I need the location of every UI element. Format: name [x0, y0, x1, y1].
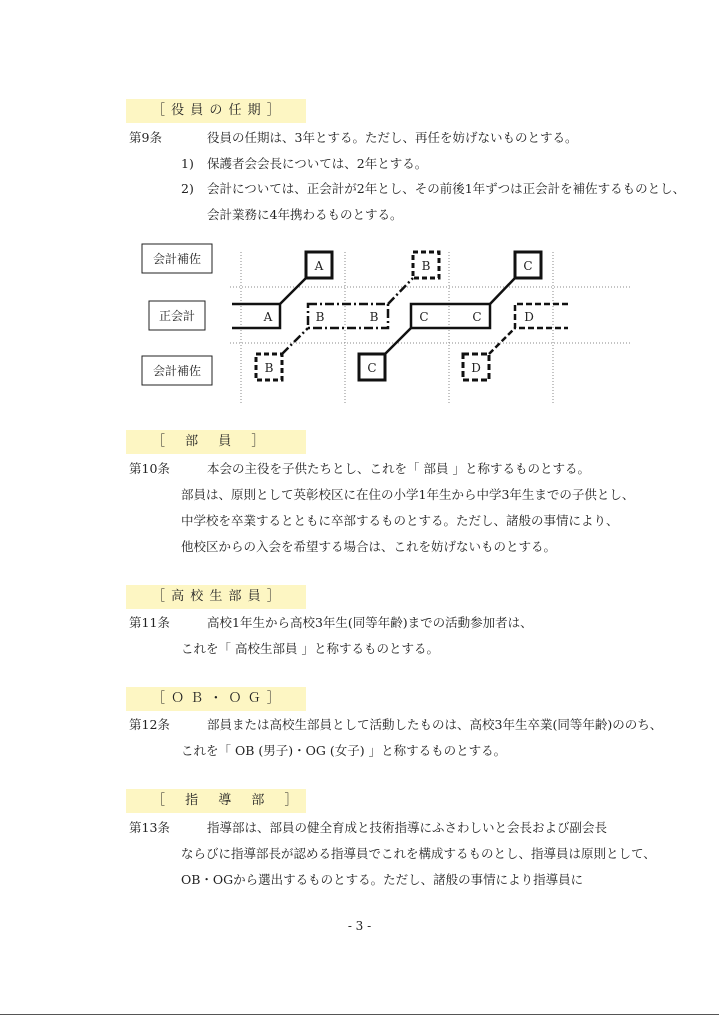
- accounting-rotation-diagram: [0, 238, 719, 410]
- role-box-middle: [149, 301, 205, 330]
- section-heading-term: ［ 役 員 の 任 期 ］: [126, 99, 306, 123]
- box-label-b: B: [264, 361, 274, 375]
- page-number: - 3 -: [347, 919, 372, 933]
- article-text: これを「 高校生部員 」と称するものとする。: [181, 641, 439, 656]
- item-number: 1): [181, 156, 194, 171]
- box-label-c: C: [367, 361, 377, 375]
- section-heading-obog: ［ Ｏ Ｂ ・ Ｏ Ｇ ］: [126, 687, 306, 711]
- role-box-top: [142, 244, 212, 273]
- section-heading-members: ［ 部 員 ］: [126, 430, 306, 454]
- item-number: 2): [181, 181, 194, 196]
- article-number: 第12条: [129, 717, 170, 732]
- article-number: 第13条: [129, 820, 170, 835]
- article-number: 第10条: [129, 461, 170, 476]
- article-text: OB・OGから選出するものとする。ただし、諸般の事情により指導員に: [181, 872, 584, 887]
- role-box-bottom: [142, 356, 212, 385]
- box-label-b: B: [369, 310, 379, 324]
- box-label-c: C: [419, 310, 429, 324]
- role-label-assistant-bottom: 会計補佐: [152, 364, 202, 378]
- article-text: 部員は、原則として英彰校区に在住の小学1年生から中学3年生までの子供とし、: [181, 487, 635, 502]
- item-text-continued: 会計業務に4年携わるものとする。: [207, 207, 403, 222]
- item-text: 保護者会会長については、2年とする。: [207, 156, 428, 171]
- box-label-b: B: [421, 259, 431, 273]
- article-text: 高校1年生から高校3年生(同等年齢)までの活動参加者は、: [207, 615, 533, 630]
- generation-c: [359, 252, 541, 380]
- box-label-c: C: [523, 259, 533, 273]
- article-number: 第9条: [129, 130, 162, 145]
- article-text: 部員または高校生部員として活動したものは、高校3年生卒業(同等年齢)ののち、: [207, 717, 663, 732]
- role-label-main: 正会計: [158, 309, 196, 323]
- role-label-assistant-top: 会計補佐: [152, 252, 202, 266]
- item-text: 会計については、正会計が2年とし、その前後1年ずつは正会計を補佐するものとし、: [207, 181, 686, 196]
- box-label-a: A: [314, 259, 324, 273]
- section-heading-hs: ［ 高 校 生 部 員 ］: [126, 585, 306, 609]
- article-text: 本会の主役を子供たちとし、これを「 部員 」と称するものとする。: [207, 461, 590, 476]
- article-text: 指導部は、部員の健全育成と技術指導にふさわしいと会長および副会長: [207, 820, 608, 835]
- article-text: 他校区からの入会を希望する場合は、これを妨げないものとする。: [181, 539, 557, 554]
- article-text: 中学校を卒業するとともに卒部するものとする。ただし、諸般の事情により、: [181, 513, 619, 528]
- box-label-d: D: [471, 361, 481, 375]
- page-bottom-rule: [0, 1014, 719, 1015]
- box-label-a: A: [263, 310, 273, 324]
- article-number: 第11条: [129, 615, 170, 630]
- section-heading-coach: ［ 指 導 部 ］: [126, 789, 306, 813]
- article-text: これを「 OB (男子)・OG (女子) 」と称するものとする。: [181, 743, 507, 758]
- article-text: ならびに指導部長が認める指導員でこれを構成するものとし、指導員は原則として、: [181, 846, 656, 861]
- article-text: 役員の任期は、3年とする。ただし、再任を妨げないものとする。: [207, 130, 578, 145]
- box-label-d: D: [524, 310, 534, 324]
- box-label-c: C: [472, 310, 482, 324]
- box-label-b: B: [315, 310, 325, 324]
